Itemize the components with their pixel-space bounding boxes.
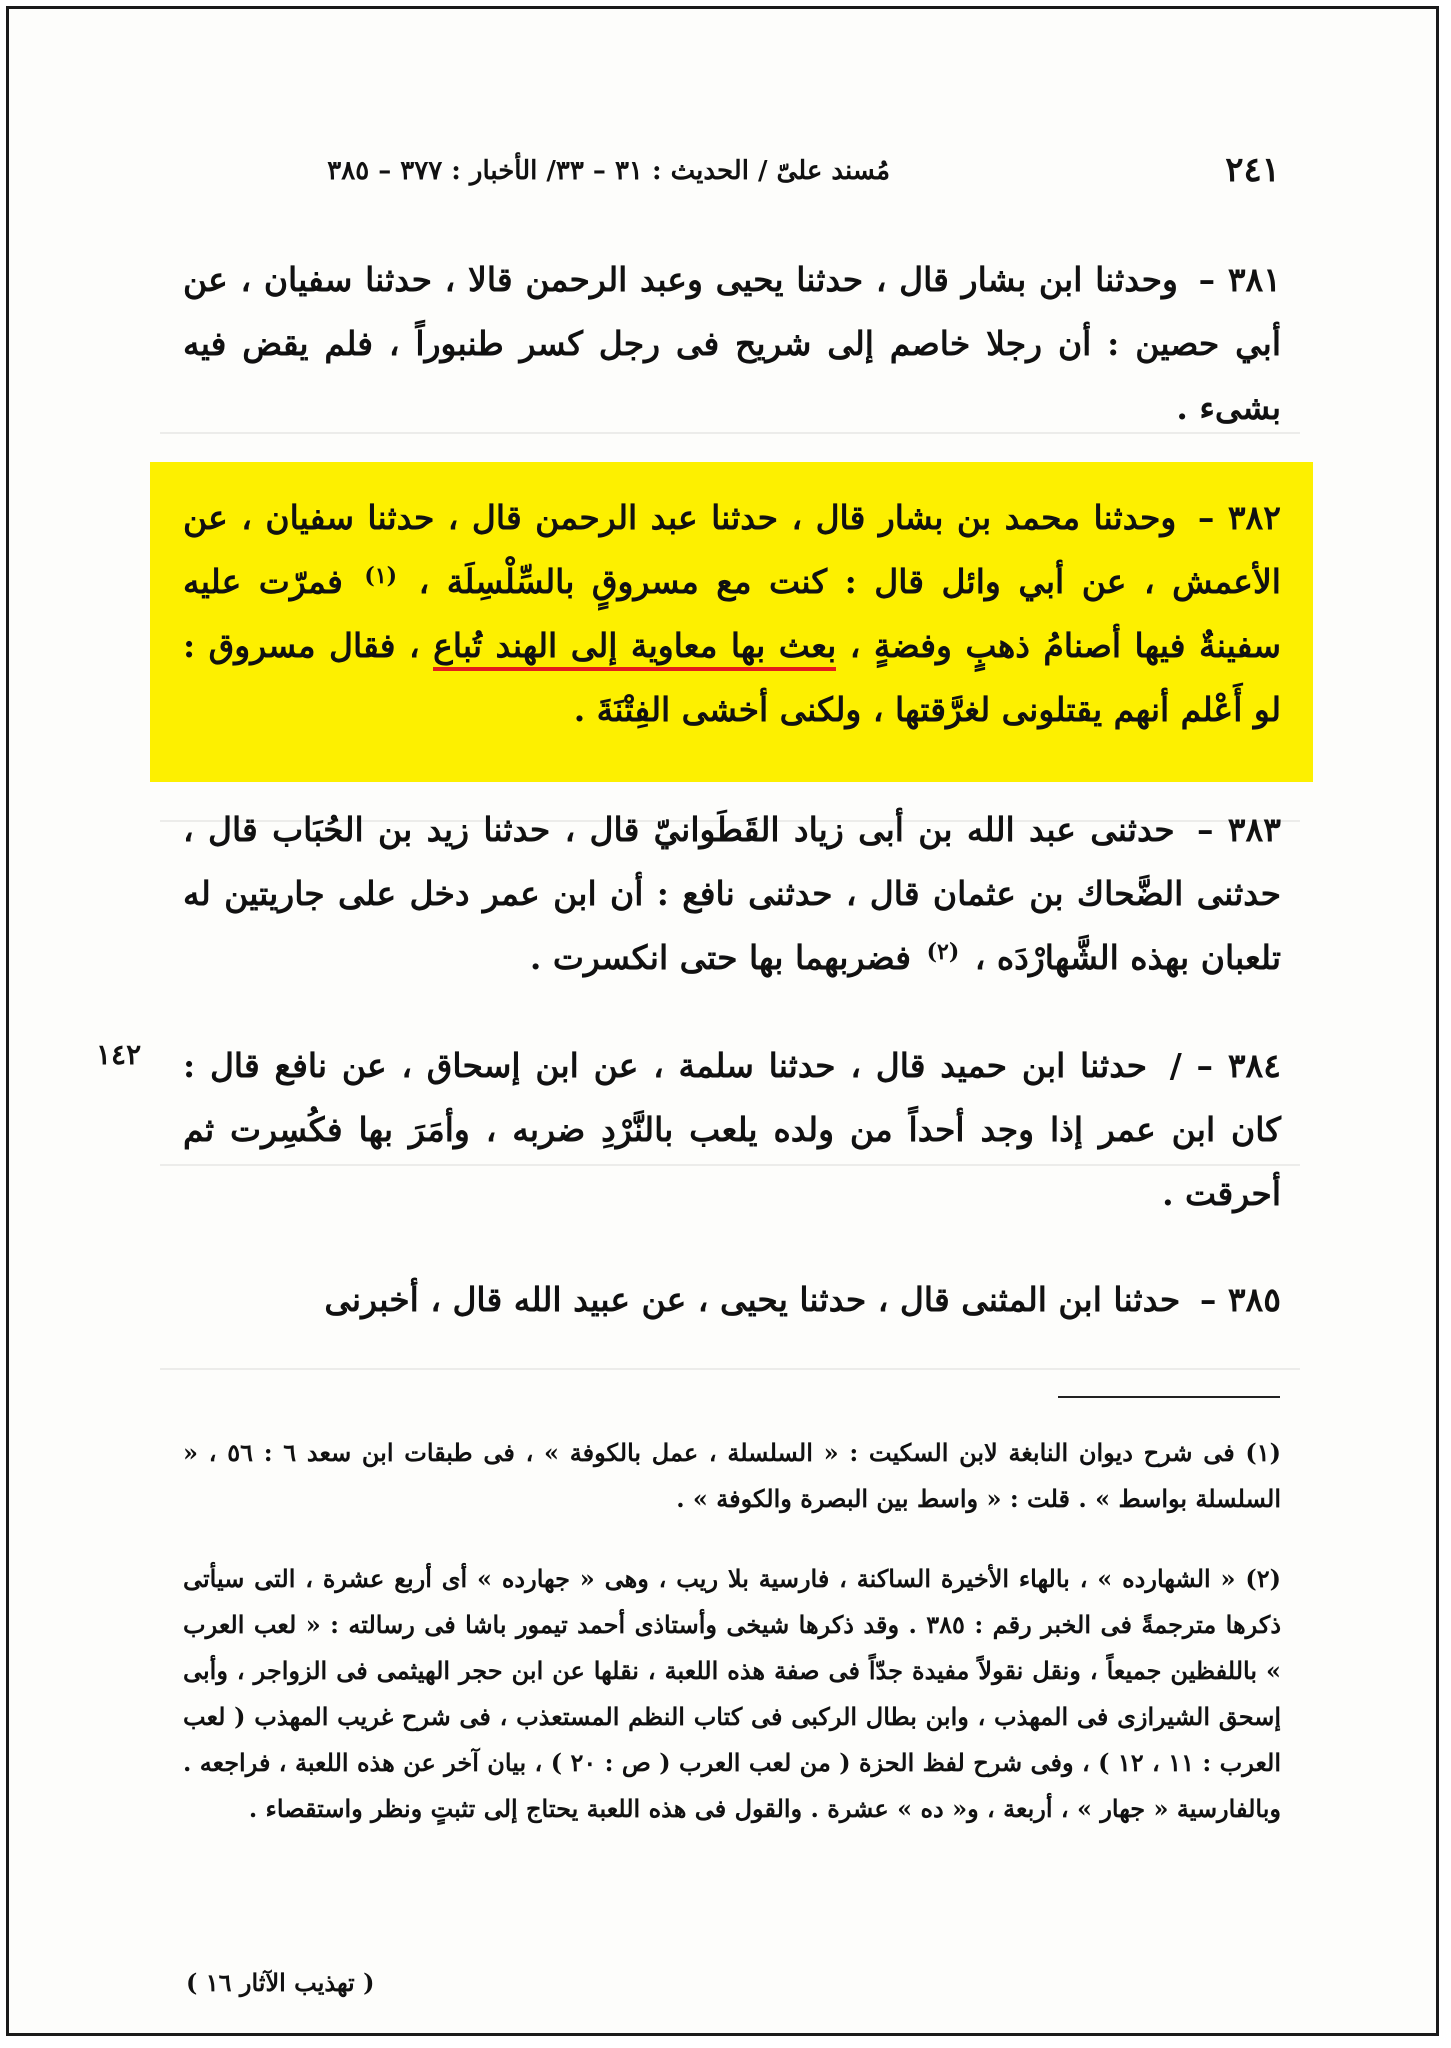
hadith-text: حدثنى عبد الله بن أبى زياد القَطَوانيّ قال ، حدثنا زيد بن الحُبَاب قال ، حدثنى الضَّحاك بن عثمان قال ، حدثنى نافع : أن ابن عمر دخل على جاريتين له تلعبان بهذه الشَّهارْدَه ، (183, 810, 1281, 977)
hadith-text: حدثنا ابن حميد قال ، حدثنا سلمة ، عن ابن إسحاق ، عن نافع قال : كان ابن عمر إذا وجد أحداً من ولده يلعب بالنَّرْدِ ضربه ، وأمَرَ بها فكُسِرت ثم أحرقت . (183, 1046, 1281, 1213)
running-title: مُسند علىّ / الحديث : ٣١ – ٣٣/ الأخبار : ٣٧٧ – ٣٨٥ (327, 156, 890, 186)
footnote-marker: (٢) (926, 939, 960, 965)
book-volume-footer: ( تهذيب الآثار ١٦ ) (186, 1968, 375, 1997)
footnote-divider (1058, 1396, 1280, 1398)
footnote-2 (183, 1556, 1281, 1832)
footnote-marker: (٢) (1245, 1564, 1282, 1593)
hadith-text: فضربهما بها حتى انكسرت . (529, 938, 912, 977)
footnote-text: فى شرح ديوان النابغة لابن السكيت : « السلسلة ، عمل بالكوفة » ، فى طبقات ابن سعد ٦ : ٥٦ ، « السلسلة بواسط » . قلت : « واسط بين البصرة والكوفة » . (183, 1438, 1281, 1513)
hadith-384 (183, 1034, 1281, 1226)
hadith-text: وحدثنا ابن بشار قال ، حدثنا يحيى وعبد الرحمن قالا ، حدثنا سفيان ، عن أبي حصين : أن رجلا خاصم إلى شريح فى رجل كسر طنبوراً ، فلم يقض فيه بشىء . (183, 260, 1281, 427)
hadith-383 (183, 798, 1281, 990)
underlined-phrase: بعث بها معاوية إلى الهند تُباع (433, 626, 836, 671)
footnote-1 (183, 1430, 1281, 1522)
hadith-number: ٣٨٤ – / (1169, 1046, 1281, 1085)
hadith-382 (183, 486, 1281, 742)
hadith-number: ٣٨١ – (1198, 260, 1281, 299)
footnote-marker: (١) (1245, 1438, 1282, 1467)
running-header (180, 150, 1280, 200)
footnote-text: « الشهارده » ، بالهاء الأخيرة الساكنة ، فارسية بلا ريب ، وهى « جهارده » أى أربع عشرة ، التى سيأتى ذكرها مترجمةً فى الخبر رقم : ٣٨٥ . وقد ذكرها شيخى وأستاذى أحمد تيمور باشا فى رسالته : « لعب العرب » باللفظين جميعاً ، ونقل نقولاً مفيدة جدّاً فى صفة هذه اللعبة ، نقلها عن ابن حجر الهيثمى فى الزواجر ، وأبى إسحق الشيرازى فى المهذب ، وابن بطال الركبى فى كتاب النظم المستعذب ، فى شرح غريب المهذب ( لعب العرب : ١١ ، ١٢ ) ، وفى شرح لفظ الحزة ( من لعب العرب ( ص : ٢٠ ) ، بيان آخر عن هذه اللعبة ، فراجعه . وبالفارسية « جهار » ، أربعة ، و« ده » عشرة . والقول فى هذه اللعبة يحتاج إلى تثبتٍ ونظر واستقصاء . (183, 1564, 1282, 1823)
hadith-number: ٣٨٣ – (1196, 810, 1281, 849)
margin-page-ref: ١٤٢ (96, 1038, 142, 1071)
page-number: ٢٤١ (1225, 150, 1280, 190)
hadith-text: حدثنا ابن المثنى قال ، حدثنا يحيى ، عن عبيد الله قال ، أخبرنى (324, 1280, 1181, 1319)
hadith-text: وحدثنا محمد بن بشار قال ، حدثنا عبد الرحمن قال ، حدثنا سفيان ، عن الأعمش ، عن أبي وائل قال : كنت مع مسروقٍ بالسِّلْسِلَة ، (183, 498, 1281, 601)
hadith-text: ، فقال مسروق : لو أَعْلم أنهم يقتلونى لغرَّقتها ، ولكنى أخشى الفِتْنَةَ . (183, 626, 1281, 729)
hadith-number: ٣٨٢ – (1197, 498, 1281, 537)
hadith-381 (183, 248, 1281, 440)
hadith-number: ٣٨٥ – (1199, 1280, 1281, 1319)
footnote-marker: (١) (364, 563, 398, 589)
hadith-385 (183, 1268, 1281, 1332)
bleed-through-line (160, 1368, 1300, 1370)
hadith-text: فمرّت عليه سفينةٌ فيها أصنامُ ذهبٍ وفضةٍ ، (183, 562, 1281, 665)
